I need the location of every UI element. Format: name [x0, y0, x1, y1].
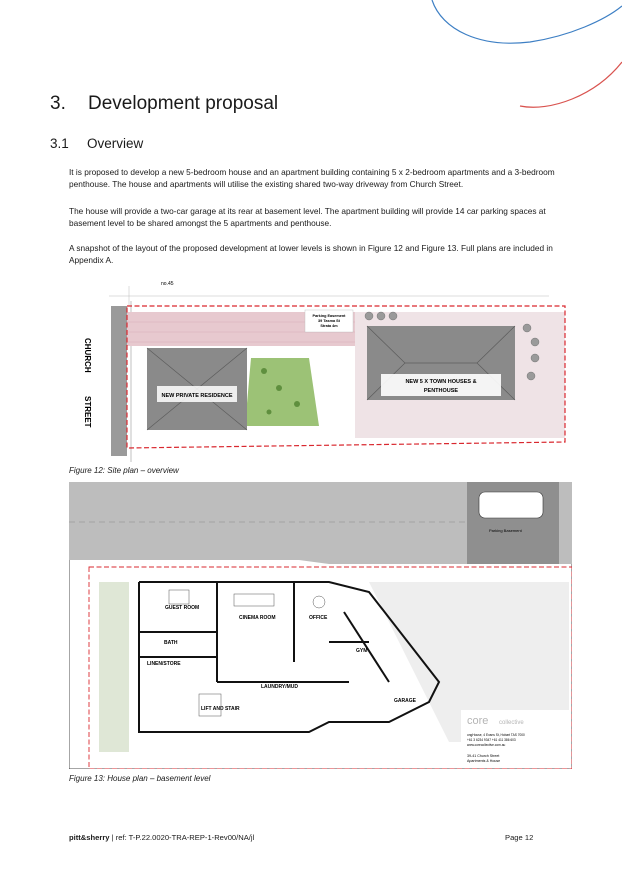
easement-line-2: 39 Tasma St [318, 319, 340, 323]
page-number: Page 12 [505, 833, 534, 842]
residence-label: NEW PRIVATE RESIDENCE [161, 393, 233, 399]
room-laundry: LAUNDRY/MUD [261, 684, 299, 690]
footer-brand: pitt&sherry [69, 833, 110, 842]
subsection-number: 3.1 [50, 136, 69, 151]
section-heading [50, 93, 278, 115]
room-gym: GYM [356, 648, 368, 654]
title-web: www.corecollective.com.au [467, 743, 506, 747]
landscape-hatch [99, 582, 129, 752]
lot-number: no.45 [161, 281, 174, 287]
room-lift: LIFT AND STAIR [201, 706, 240, 712]
parking-basement-label: Parking Basement [489, 528, 522, 533]
title-project-1: 39-41 Church Street [467, 754, 500, 758]
basement-plan-figure [69, 482, 572, 769]
easement-line-1: Parking Easement [312, 314, 346, 318]
header-decoration [420, 0, 622, 110]
paragraph-1: It is proposed to develop a new 5-bedroom house and an apartment building containing 5 x 2-bedroom apartments and a 3-bedroom penthouse. The house and apartments will utilise the existing shared two-way driveway from Church Street. [69, 167, 555, 189]
townhouse-label-2: PENTHOUSE [423, 388, 459, 394]
easement-line-3: Strata 4m [320, 324, 338, 328]
brand-collective: collective [499, 720, 524, 726]
paragraph-2: The house will provide a two-car garage at its rear at basement level. The apartment building will provide 14 car parking spaces at basement level to be shared amongst the 5 apartments and penthouse. [69, 206, 546, 228]
room-guest: GUEST ROOM [165, 605, 200, 611]
street-label-church: CHURCH [83, 338, 92, 373]
brand-core: core [467, 715, 489, 727]
page-footer [69, 833, 254, 842]
site-plan-figure [69, 276, 571, 462]
title-contact: +61 3 6234 9347 +61 411 386 603 [467, 738, 516, 742]
room-cinema: CINEMA ROOM [239, 615, 276, 621]
townhouse-label-1: NEW 5 X TOWN HOUSES & [405, 379, 477, 385]
room-office: OFFICE [309, 615, 328, 621]
car-icon [479, 492, 543, 518]
title-address: ongHouse, 4 Evans St, Hobart TAS 7000 [467, 733, 525, 737]
footer-ref: | ref: T-P.22.0020-TRA-REP-1-Rev00/NA/jl [111, 833, 255, 842]
street-label-street: STREET [83, 396, 92, 428]
room-garage: GARAGE [394, 698, 416, 704]
subsection-heading [50, 136, 143, 151]
section-title: Development proposal [88, 93, 279, 114]
figure-13-caption: Figure 13: House plan – basement level [69, 774, 211, 783]
subsection-title: Overview [87, 136, 144, 151]
landscape-area [245, 358, 319, 426]
room-linen: LINEN/STORE [147, 661, 181, 667]
title-project-2: Apartments & House [467, 759, 501, 763]
street-strip [111, 306, 127, 456]
room-bath: BATH [164, 640, 178, 646]
section-number: 3. [50, 93, 66, 114]
paragraph-3: A snapshot of the layout of the proposed development at lower levels is shown in Figure 12 and Figure 13. Full plans are included in Appendix A. [69, 243, 553, 265]
figure-12-caption: Figure 12: Site plan – overview [69, 466, 179, 475]
